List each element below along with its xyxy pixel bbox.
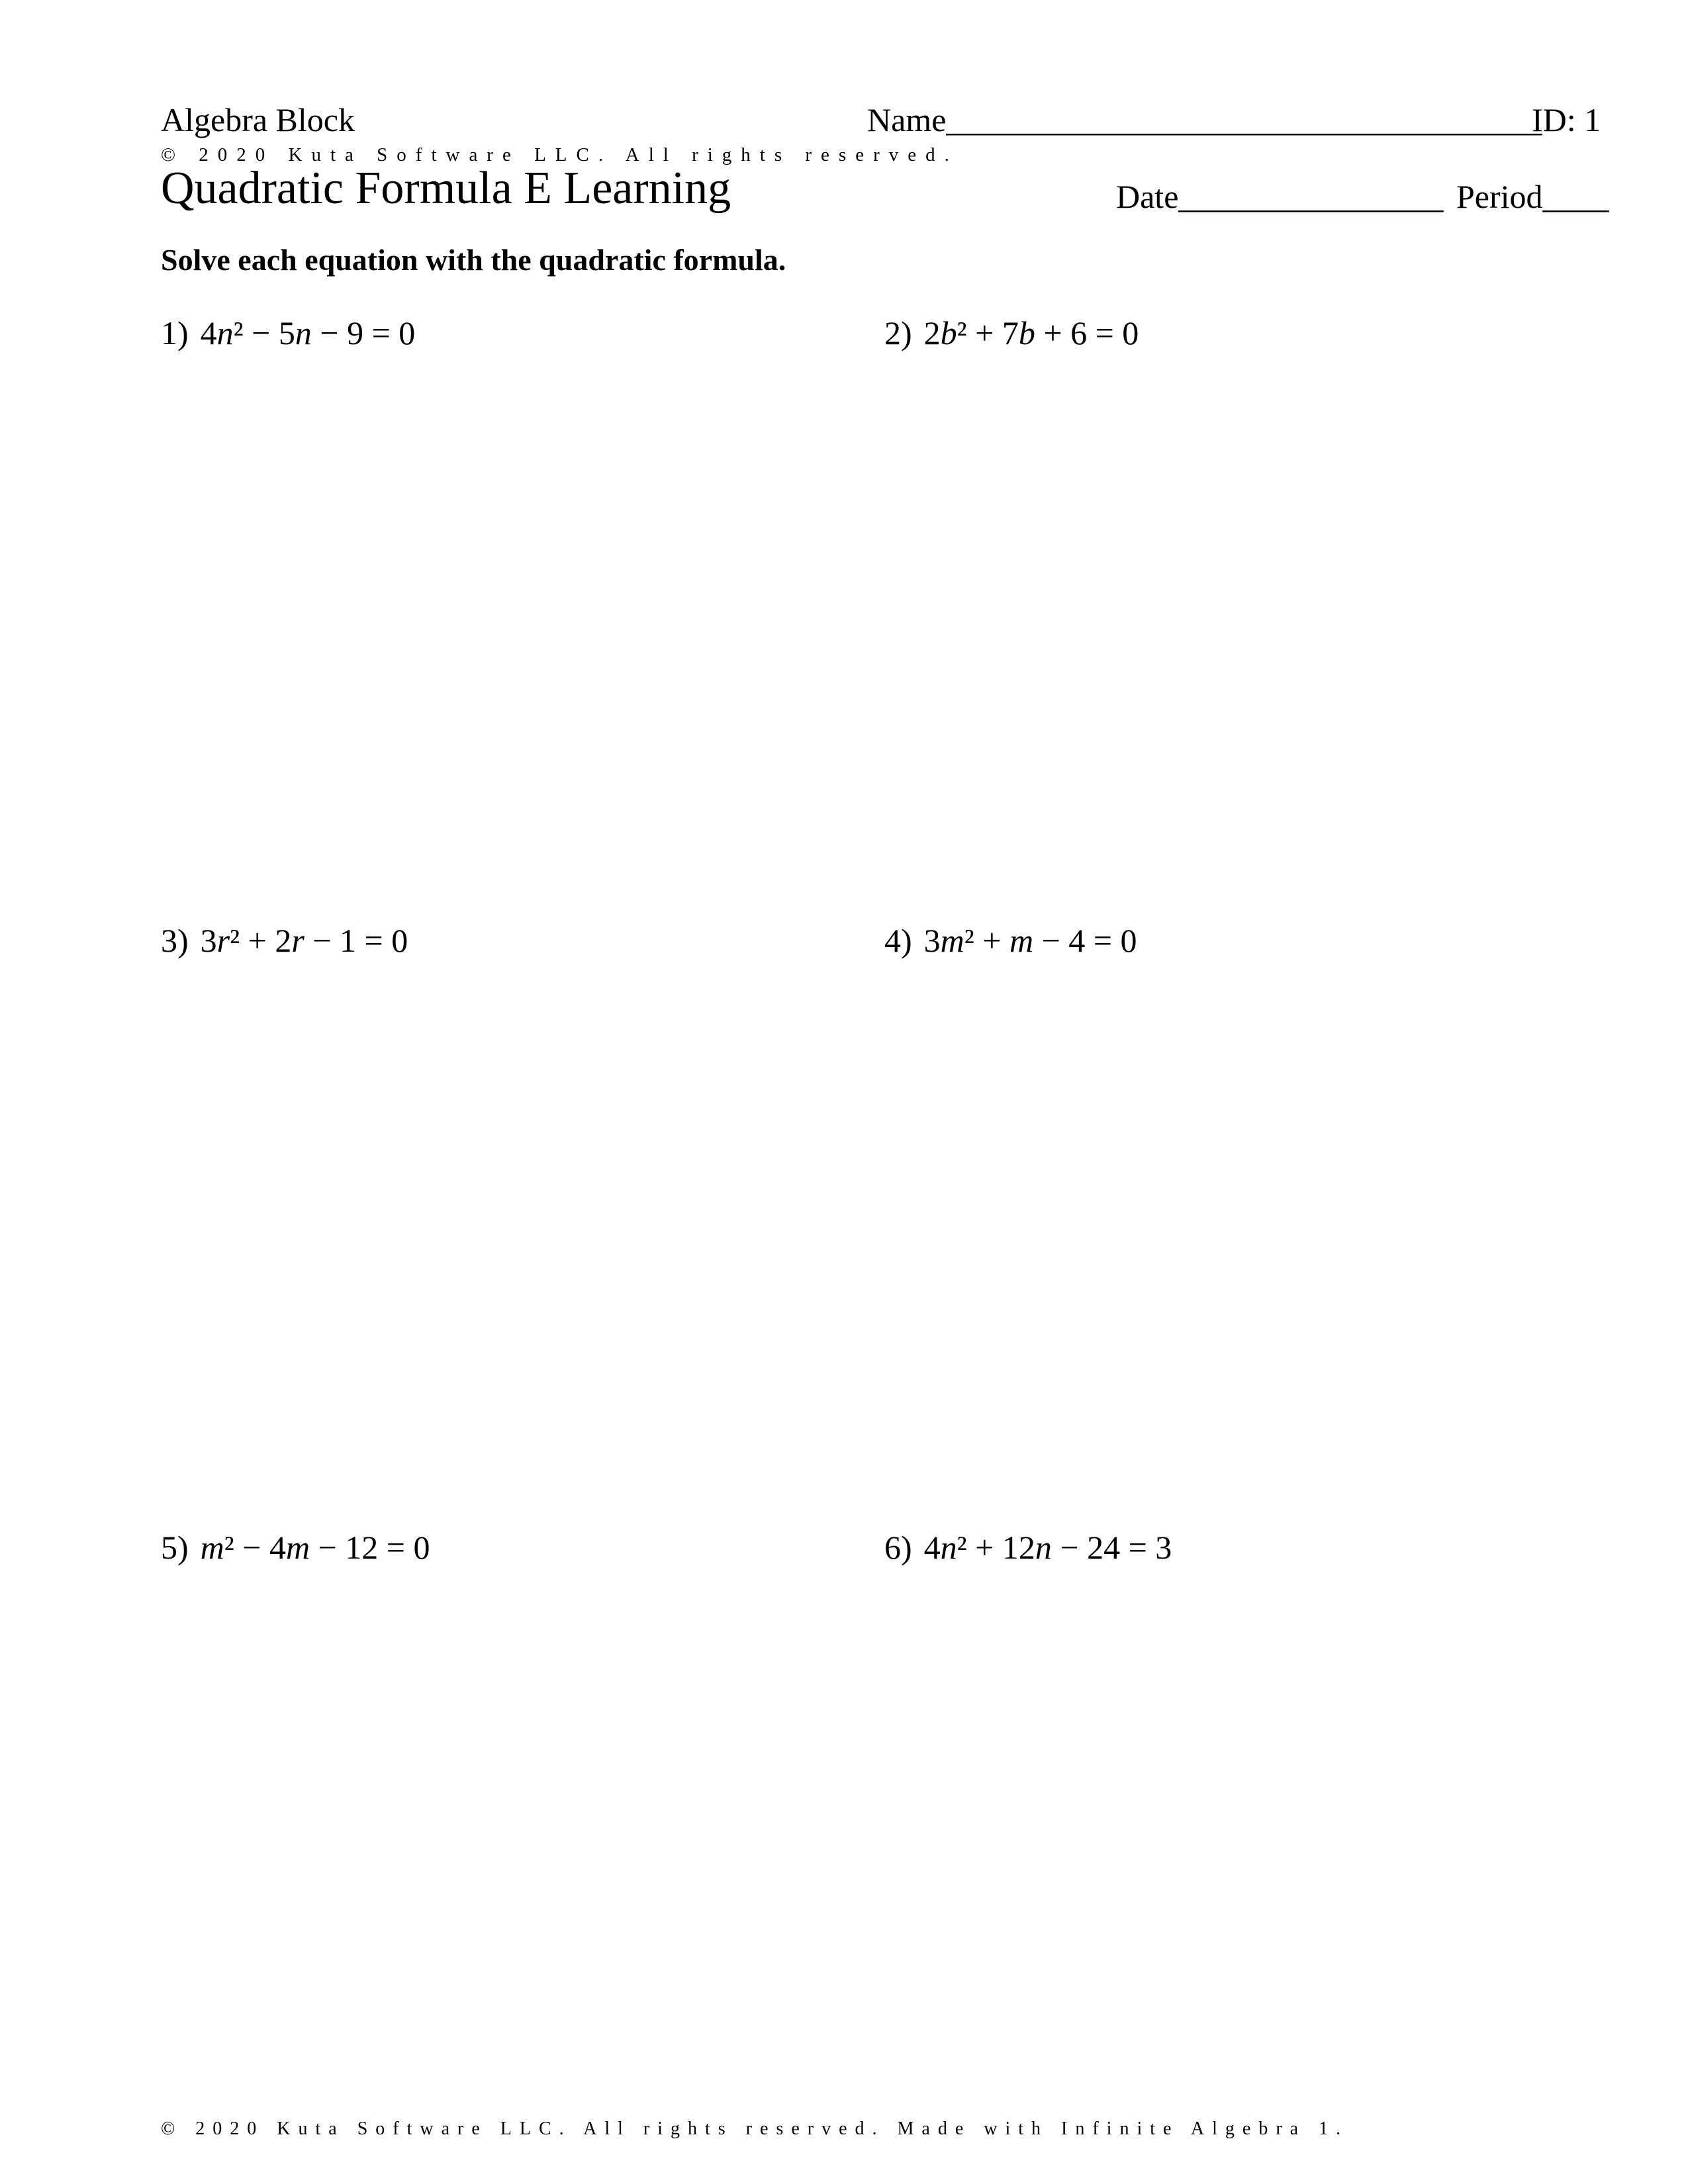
problem-5 (161, 1531, 430, 1564)
problem-equation: 2b² + 7b + 6 = 0 (923, 314, 1139, 351)
problem-number: 1) (161, 314, 189, 351)
problem-4 (884, 924, 1137, 957)
problem-equation: m² − 4m − 12 = 0 (200, 1529, 430, 1566)
problem-6 (884, 1531, 1172, 1564)
period-field: Period____ (1456, 178, 1609, 215)
problem-number: 4) (884, 922, 912, 959)
problem-equation: 3r² + 2r − 1 = 0 (200, 922, 408, 959)
problem-equation: 4n² − 5n − 9 = 0 (200, 314, 416, 351)
problem-1 (161, 316, 415, 349)
date-field: Date________________ (1116, 178, 1444, 215)
problem-equation: 4n² + 12n − 24 = 3 (923, 1529, 1172, 1566)
name-field: Name____________________________________ (867, 101, 1542, 138)
worksheet-title: Quadratic Formula E Learning (161, 163, 731, 214)
problem-number: 2) (884, 314, 912, 351)
problem-number: 5) (161, 1529, 189, 1566)
footer-copyright: © 2020 Kuta Software LLC. All rights reserved. Made with Infinite Algebra 1. (161, 2118, 1349, 2139)
problem-2 (884, 316, 1139, 349)
problem-number: 3) (161, 922, 189, 959)
problem-equation: 3m² + m − 4 = 0 (923, 922, 1137, 959)
problem-3 (161, 924, 408, 957)
instructions: Solve each equation with the quadratic formula. (161, 243, 786, 277)
class-name: Algebra Block (161, 101, 355, 138)
copyright-notice: © 2020 Kuta Software LLC. All rights reserved. (161, 144, 959, 165)
id-label: ID: 1 (1532, 101, 1601, 138)
problem-number: 6) (884, 1529, 912, 1566)
